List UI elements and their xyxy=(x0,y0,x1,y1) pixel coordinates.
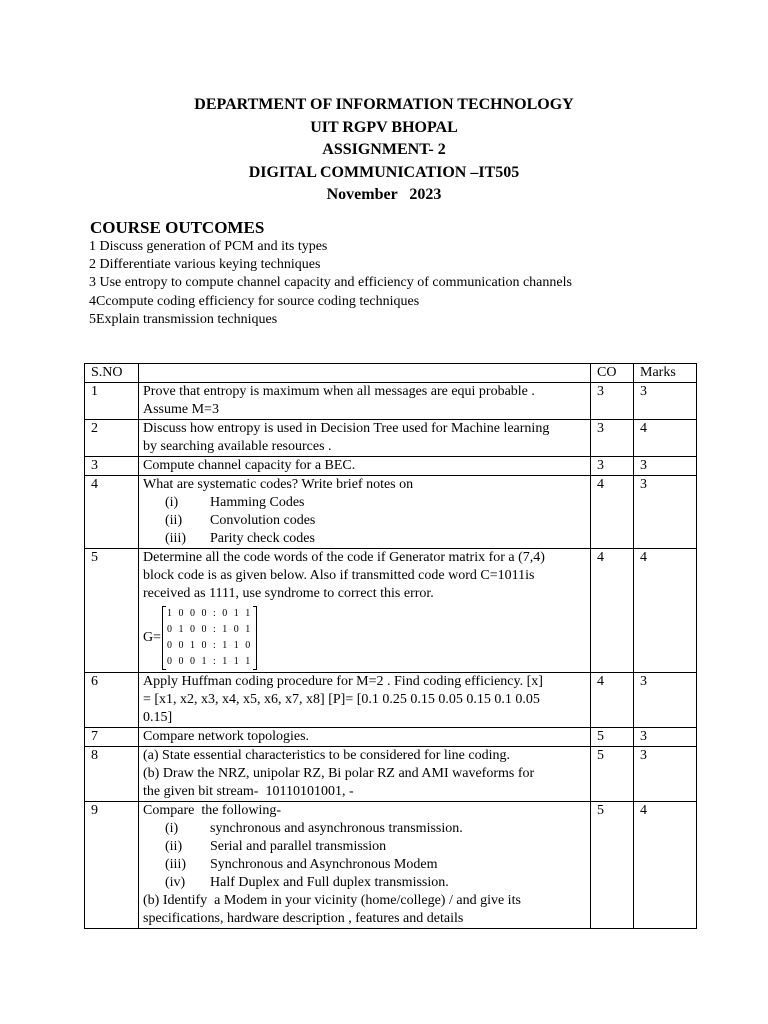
table-row xyxy=(85,728,697,747)
sub-question-text: Hamming Codes xyxy=(210,495,305,510)
question-text xyxy=(139,673,591,728)
sub-question-text: Synchronous and Asynchronous Modem xyxy=(210,857,438,872)
matrix-row: 0 1 0 0 : 1 0 1 xyxy=(167,624,253,635)
sub-question-text: Parity check codes xyxy=(210,531,315,546)
question-line: Apply Huffman coding procedure for M=2 . Find coding efficiency. [x] xyxy=(143,674,543,689)
marks-cell: 4 xyxy=(634,802,697,929)
matrix-row: 0 0 1 0 : 1 1 0 xyxy=(167,640,253,651)
matrix-label: G= xyxy=(143,630,162,645)
sub-question-label: (ii) xyxy=(165,513,183,528)
course-outcome-item: 1 Discuss generation of PCM and its types xyxy=(89,239,328,254)
question-number: 4 xyxy=(85,476,139,549)
marks-cell: 3 xyxy=(634,673,697,728)
header-co: CO xyxy=(591,364,634,383)
table-row xyxy=(85,457,697,476)
assignment-title: ASSIGNMENT- 2 xyxy=(322,141,446,158)
sub-question-label: (ii) xyxy=(165,839,183,854)
question-line: the given bit stream- 10110101001, - xyxy=(143,784,354,799)
table-row xyxy=(85,673,697,728)
sub-question-text: Half Duplex and Full duplex transmission. xyxy=(210,875,449,890)
sub-question xyxy=(143,512,584,530)
course-outcome-cell: 5 xyxy=(591,728,634,747)
question-text xyxy=(139,802,591,929)
sub-question-label: (iii) xyxy=(165,531,186,546)
question-number: 8 xyxy=(85,747,139,802)
sub-question-text: synchronous and asynchronous transmission. xyxy=(210,821,463,836)
question-line: Compute channel capacity for a BEC. xyxy=(143,458,356,473)
question-text xyxy=(139,420,591,457)
header-question xyxy=(139,364,591,383)
question-number: 1 xyxy=(85,383,139,420)
marks-cell: 3 xyxy=(634,728,697,747)
course-outcome-cell: 4 xyxy=(591,673,634,728)
course-outcome-item: 2 Differentiate various keying techniques xyxy=(89,257,321,273)
question-number: 5 xyxy=(85,549,139,673)
course-outcome-cell: 3 xyxy=(591,383,634,420)
sub-question-label: (iv) xyxy=(165,875,186,890)
question-line: Compare the following- xyxy=(143,803,282,818)
marks-cell: 4 xyxy=(634,549,697,673)
table-row xyxy=(85,476,697,549)
matrix-body xyxy=(162,606,257,670)
course-outcome-cell: 5 xyxy=(591,747,634,802)
department-title: DEPARTMENT OF INFORMATION TECHNOLOGY xyxy=(194,96,574,113)
question-line: specifications, hardware description , features and details xyxy=(143,911,464,926)
sub-question xyxy=(143,856,584,874)
marks-cell: 3 xyxy=(634,747,697,802)
question-line: (b) Identify a Modem in your vicinity (home/college) / and give its xyxy=(143,893,521,908)
table-row xyxy=(85,420,697,457)
course-outcomes-title: COURSE OUTCOMES xyxy=(90,218,265,237)
sub-question-label: (i) xyxy=(165,495,179,510)
table-row xyxy=(85,802,697,929)
table-header-row xyxy=(85,364,697,383)
date: November 2023 xyxy=(326,186,442,203)
questions-table xyxy=(84,363,697,929)
question-number: 7 xyxy=(85,728,139,747)
question-line: Determine all the code words of the code if Generator matrix for a (7,4) xyxy=(143,550,545,565)
header-marks: Marks xyxy=(634,364,697,383)
course-outcome-item: 3 Use entropy to compute channel capacity and efficiency of communication channels xyxy=(89,275,572,291)
generator-matrix xyxy=(143,606,584,670)
matrix-row: 1 0 0 0 : 0 1 1 xyxy=(167,608,253,619)
sub-question xyxy=(143,530,584,548)
question-text xyxy=(139,728,591,747)
sub-question xyxy=(143,820,584,838)
course-outcome-cell: 5 xyxy=(591,802,634,929)
course-outcomes-list xyxy=(89,238,572,329)
question-number: 3 xyxy=(85,457,139,476)
question-line: Discuss how entropy is used in Decision Tree used for Machine learning xyxy=(143,421,550,436)
question-line: 0.15] xyxy=(143,710,173,725)
question-line: Compare network topologies. xyxy=(143,729,310,744)
matrix-row: 0 0 0 1 : 1 1 1 xyxy=(167,656,253,667)
table-row xyxy=(85,549,697,673)
course-outcome-cell: 4 xyxy=(591,476,634,549)
question-line: = [x1, x2, x3, x4, x5, x6, x7, x8] [P]= [0.1 0.25 0.15 0.05 0.15 0.1 0.05 xyxy=(143,692,540,707)
marks-cell: 3 xyxy=(634,457,697,476)
question-line: What are systematic codes? Write brief notes on xyxy=(143,477,414,492)
sub-question xyxy=(143,874,584,892)
course-outcome-item: 4Ccompute coding efficiency for source coding techniques xyxy=(89,293,420,309)
question-line: received as 1111, use syndrome to correct this error. xyxy=(143,586,434,601)
question-text xyxy=(139,457,591,476)
course-outcome-cell: 3 xyxy=(591,457,634,476)
college-name: UIT RGPV BHOPAL xyxy=(310,118,458,136)
marks-cell: 3 xyxy=(634,383,697,420)
question-text xyxy=(139,476,591,549)
sub-question-text: Convolution codes xyxy=(210,513,316,528)
table-row xyxy=(85,383,697,420)
question-text xyxy=(139,383,591,420)
subject-title: DIGITAL COMMUNICATION –IT505 xyxy=(248,163,520,181)
course-outcome-cell: 4 xyxy=(591,549,634,673)
sub-question xyxy=(143,838,584,856)
marks-cell: 4 xyxy=(634,420,697,457)
question-text xyxy=(139,747,591,802)
question-line: by searching available resources . xyxy=(143,439,332,454)
question-number: 9 xyxy=(85,802,139,929)
header-sno: S.NO xyxy=(85,364,139,383)
document-header xyxy=(0,94,768,207)
sub-question-label: (i) xyxy=(165,821,179,836)
table-row xyxy=(85,747,697,802)
question-line: block code is as given below. Also if transmitted code word C=1011is xyxy=(143,568,535,583)
sub-question-text: Serial and parallel transmission xyxy=(210,839,387,854)
question-text xyxy=(139,549,591,673)
question-line: (a) State essential characteristics to be considered for line coding. xyxy=(143,748,510,763)
sub-question-label: (iii) xyxy=(165,857,186,872)
question-number: 6 xyxy=(85,673,139,728)
sub-question xyxy=(143,494,584,512)
course-outcome-item: 5Explain transmission techniques xyxy=(89,311,278,327)
question-number: 2 xyxy=(85,420,139,457)
course-outcome-cell: 3 xyxy=(591,420,634,457)
question-line: Assume M=3 xyxy=(143,402,219,417)
marks-cell: 3 xyxy=(634,476,697,549)
question-line: Prove that entropy is maximum when all messages are equi probable . xyxy=(143,384,535,399)
question-line: (b) Draw the NRZ, unipolar RZ, Bi polar RZ and AMI waveforms for xyxy=(143,766,535,781)
